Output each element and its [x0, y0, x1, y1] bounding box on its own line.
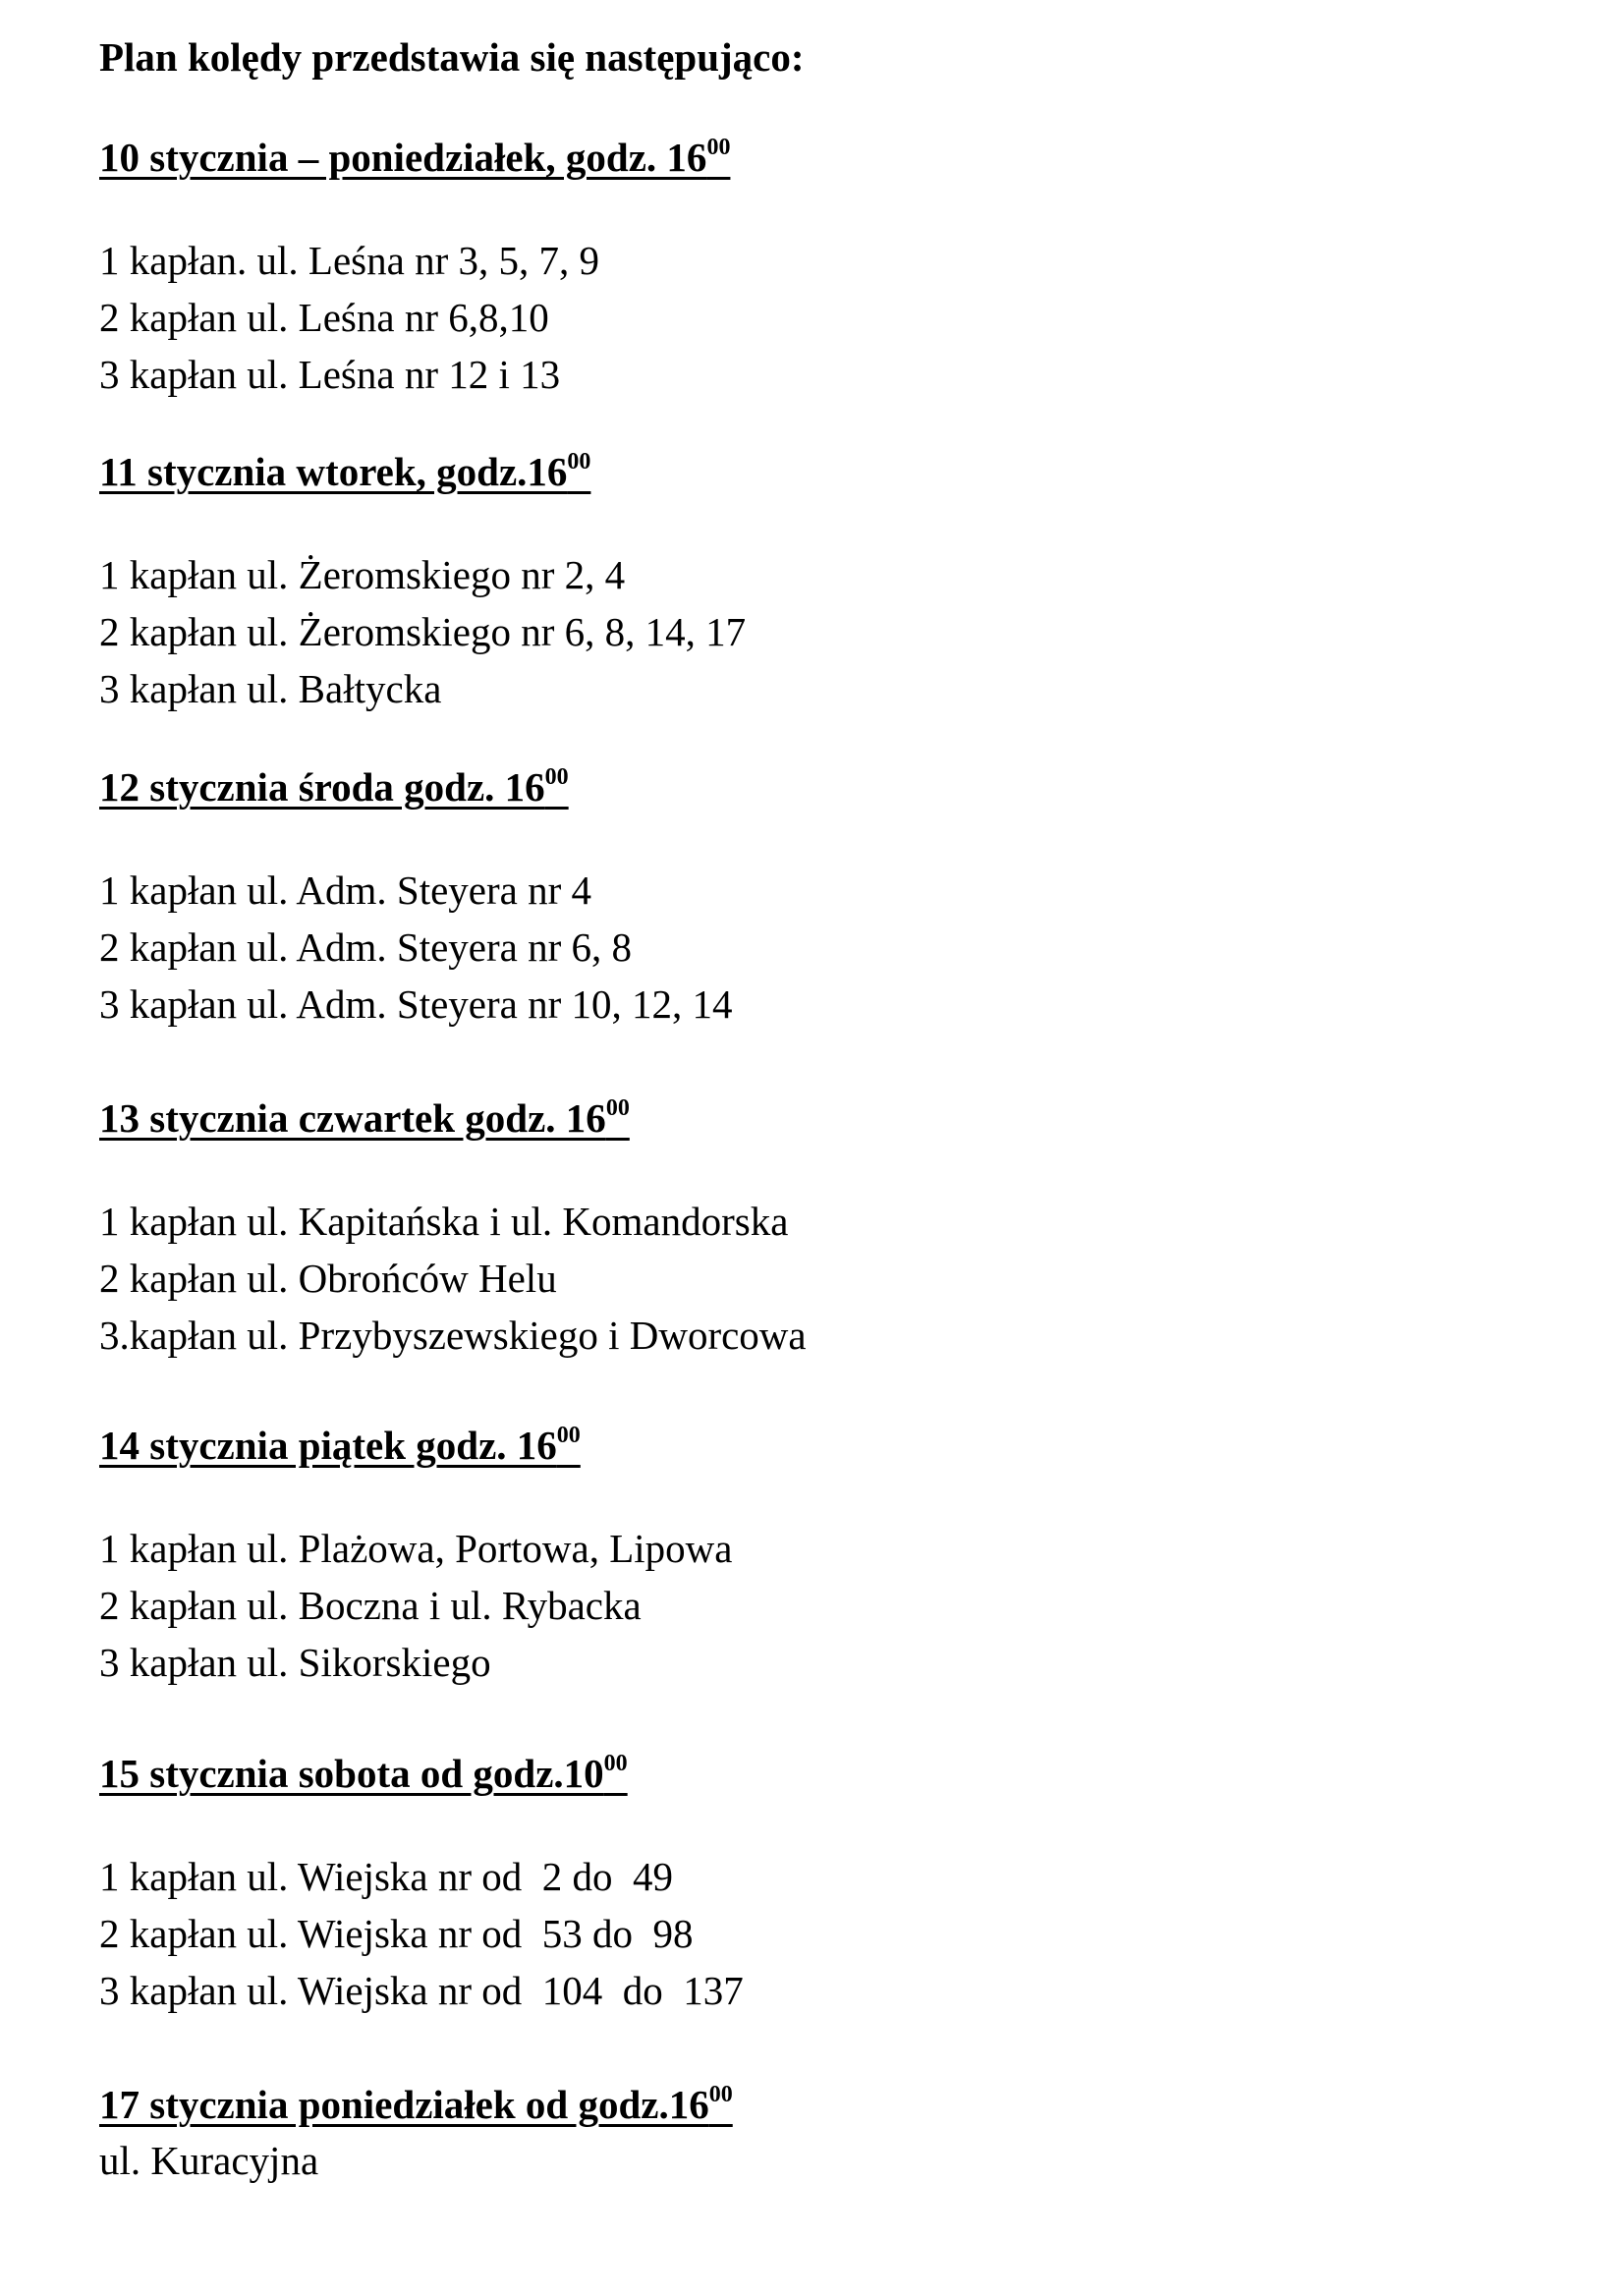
page-title: Plan kolędy przedstawia się następująco: [99, 34, 805, 80]
section-heading-4: 13 stycznia czwartek godz. $16^{00}$ [99, 1095, 630, 1141]
list-item: 2 kapłan ul. Wiejska nr od 53 do 98 [99, 1911, 694, 1956]
list-item: 1 kapłan ul. Adm. Steyera nr 4 [99, 868, 592, 913]
section-heading-5: 14 stycznia piątek godz. $16^{00}$ [99, 1423, 581, 1468]
section-heading-3: 12 stycznia środa godz. $16^{00}$ [99, 764, 569, 810]
section-heading-7: 17 stycznia poniedziałek od $godz.16^{00}$ [99, 2082, 733, 2127]
list-item: 3 kapłan ul. Bałtycka [99, 666, 442, 711]
list-item: 3 kapłan ul. Wiejska nr od 104 do 137 [99, 1968, 744, 2013]
list-item: ul. Kuracyjna [99, 2138, 319, 2183]
list-item: 2 kapłan ul. Leśna nr 6,8,10 [99, 295, 549, 340]
section-heading-6: 15 stycznia sobota od $godz.10^{00}$ [99, 1751, 628, 1796]
list-item: 1 kapłan ul. Żeromskiego nr 2, 4 [99, 552, 626, 597]
list-item: 3 kapłan ul. Sikorskiego [99, 1640, 491, 1685]
list-item: 1 kapłan. ul. Leśna nr 3, 5, 7, 9 [99, 238, 599, 283]
list-item: 3.kapłan ul. Przybyszewskiego i Dworcowa [99, 1313, 807, 1358]
list-item: 2 kapłan ul. Obrońców Helu [99, 1256, 557, 1301]
list-item: 1 kapłan ul. Plażowa, Portowa, Lipowa [99, 1526, 733, 1571]
list-item: 2 kapłan ul. Żeromskiego nr 6, 8, 14, 17 [99, 609, 747, 654]
list-item: 1 kapłan ul. Kapitańska i ul. Komandorska [99, 1199, 789, 1244]
section-heading-2: 11 stycznia wtorek, $godz.16^{00}$ [99, 449, 591, 494]
list-item: 2 kapłan ul. Boczna i ul. Rybacka [99, 1583, 642, 1628]
list-item: 3 kapłan ul. Leśna nr 12 i 13 [99, 352, 561, 397]
list-item: 2 kapłan ul. Adm. Steyera nr 6, 8 [99, 924, 633, 970]
list-item: 3 kapłan ul. Adm. Steyera nr 10, 12, 14 [99, 981, 733, 1027]
list-item: 1 kapłan ul. Wiejska nr od 2 do 49 [99, 1854, 674, 1899]
section-heading-1: 10 stycznia – poniedziałek, godz. $16^{00}$ [99, 135, 731, 180]
